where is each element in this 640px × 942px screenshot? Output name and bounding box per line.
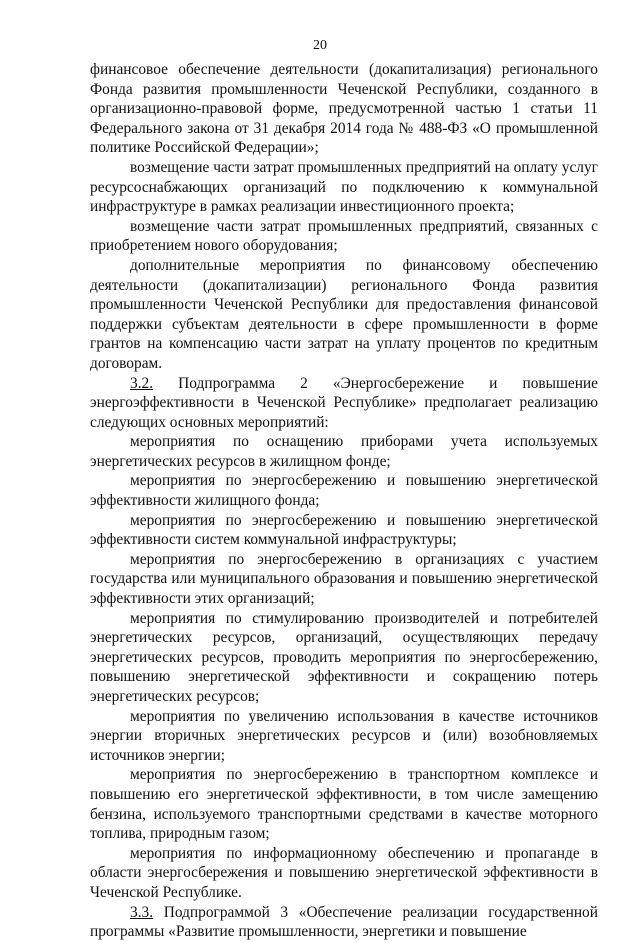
section-number: 3.2.: [130, 374, 154, 392]
paragraph-text: мероприятия по оснащению приборами учета используемых энергетических ресурсов в жилищном фонде;: [90, 433, 598, 470]
paragraph: [90, 844, 598, 903]
paragraph-text: возмещение части затрат промышленных предприятий, связанных с приобретением нового оборудования;: [90, 217, 598, 255]
paragraph: [90, 256, 598, 374]
paragraph-text: Подпрограмма 2 «Энергосбережение и повышение энергоэффективности в Чеченской Республике» предполагает реализацию следующих основных мероприятий:: [90, 374, 598, 431]
paragraph-text: мероприятия по информационному обеспечению и пропаганде в области энергосбережения и повышению энергетической эффективности в Чеченской Республике.: [90, 844, 598, 901]
paragraph: [90, 217, 598, 256]
paragraph: [90, 765, 598, 843]
paragraph: [90, 471, 598, 510]
paragraph: [90, 707, 598, 766]
paragraph-text: Подпрограммой 3 «Обеспечение реализации государственной программы «Развитие промышленности, энергетики и повышение: [90, 903, 598, 941]
paragraph: [90, 374, 598, 433]
paragraph: [90, 550, 598, 609]
section-number: 3.3.: [130, 903, 154, 921]
paragraph-text: мероприятия по увеличению использования в качестве источников энергии вторичных энергетических ресурсов и (или) возобновляемых источников энергии;: [90, 707, 598, 764]
paragraph: [90, 609, 598, 707]
paragraph-text: возмещение части затрат промышленных предприятий на оплату услуг ресурсоснабжающих организаций по подключению к коммунальной инфраструктуре в рамках реализации инвестиционного проекта;: [90, 158, 598, 216]
paragraph: [90, 903, 598, 942]
paragraph-text: мероприятия по стимулированию производителей и потребителей энергетических ресурсов, организаций, осуществляющих передачу энергетических ресурсов, проводить мероприятия по энергосбережению, повышению энергетической эффективности и сокращению потерь энергетических ресурсов;: [90, 609, 598, 705]
paragraph: [90, 60, 598, 158]
paragraph-text: финансовое обеспечение деятельности (докапитализация) регионального Фонда развития промышленности Чеченской Республики, созданного в организационно-правовой форме, предусмотренной частью 1 статьи 11 Федерального закона от 31 декабря 2014 года № 488-ФЗ «О промышленной политике Российской Федерации»;: [90, 61, 598, 157]
page-number: 20: [313, 38, 327, 53]
document-body: [90, 60, 598, 942]
paragraph-text: мероприятия по энергосбережению в транспортном комплексе и повышению его энергетической эффективности, в том числе замещению бензина, используемого транспортными средствами в качестве моторного топлива, природным газом;: [90, 766, 598, 843]
paragraph: [90, 158, 598, 217]
paragraph-text: дополнительные мероприятия по финансовому обеспечению деятельности (докапитализации) регионального Фонда развития промышленности Чеченской Республики для предоставления финансовой поддержки субъектам деятельности в сфере промышленности в форме грантов на компенсацию части затрат на уплату процентов по кредитным договорам.: [90, 256, 598, 372]
paragraph-text: мероприятия по энергосбережению и повышению энергетической эффективности жилищного фонда;: [90, 472, 598, 510]
paragraph: [90, 511, 598, 550]
paragraph: [90, 432, 598, 471]
paragraph-text: мероприятия по энергосбережению в организациях с участием государства или муниципального образования и повышению энергетической эффективности этих организаций;: [90, 550, 598, 608]
paragraph-text: мероприятия по энергосбережению и повышению энергетической эффективности систем коммунальной инфраструктуры;: [90, 511, 598, 549]
